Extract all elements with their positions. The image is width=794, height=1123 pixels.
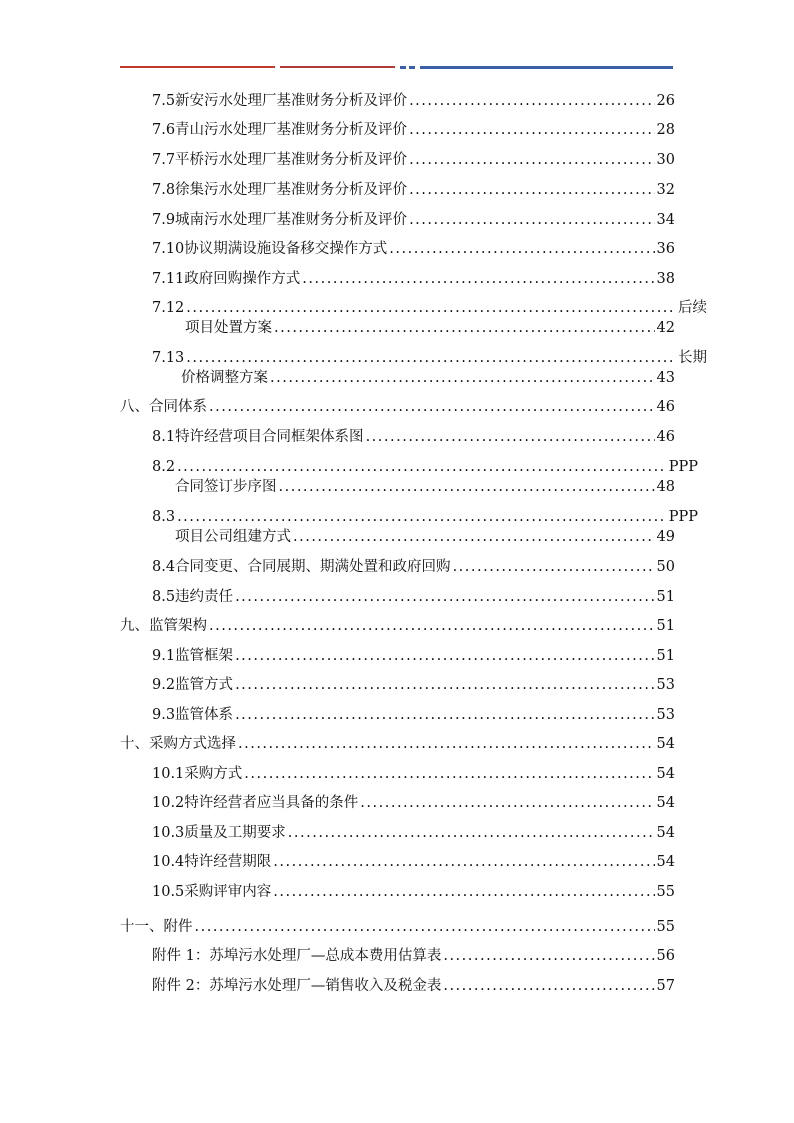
- toc-entry-title: 八、合同体系: [120, 399, 207, 415]
- toc-entry-page: 30: [656, 152, 675, 168]
- toc-entry[interactable]: [152, 458, 698, 476]
- toc-entry-title: 7.13: [152, 350, 185, 366]
- toc-entry-title: 7.6青山污水处理厂基准财务分析及评价: [152, 122, 408, 138]
- toc-entry[interactable]: [152, 121, 675, 139]
- toc-entry-title: 合同签订步序图: [175, 479, 277, 495]
- toc-leader-dots: [453, 558, 655, 576]
- toc-entry-page: 54: [656, 825, 675, 841]
- toc-entry-title: 7.8徐集污水处理厂基准财务分析及评价: [152, 182, 408, 198]
- toc-entry-page: 53: [656, 707, 675, 723]
- toc-entry[interactable]: [152, 240, 675, 258]
- toc-entry-title: 9.1监管框架: [152, 648, 234, 664]
- toc-entry-page: 长期: [678, 350, 707, 366]
- toc-leader-dots: [270, 369, 655, 387]
- toc-leader-dots: [186, 349, 676, 367]
- toc-leader-dots: [244, 765, 654, 783]
- toc-entry-title: 价格调整方案: [181, 370, 268, 386]
- toc-entry-title: 项目公司组建方式: [175, 529, 291, 545]
- toc-entry-page: 51: [656, 648, 675, 664]
- toc-leader-dots: [209, 398, 655, 416]
- toc-entry-page: PPP: [668, 509, 698, 525]
- toc-leader-dots: [235, 647, 654, 665]
- toc-leader-dots: [235, 676, 654, 694]
- toc-entry-title: 10.5采购评审内容: [152, 884, 272, 900]
- toc-entry[interactable]: [152, 706, 675, 724]
- toc-entry-title: 10.3质量及工期要求: [152, 825, 286, 841]
- toc-entry-page: PPP: [668, 459, 698, 475]
- toc-entry-page: 50: [656, 559, 675, 575]
- toc-leader-dots: [360, 794, 654, 812]
- toc-leader-dots: [409, 211, 654, 229]
- toc-leader-dots: [409, 151, 654, 169]
- toc-entry[interactable]: [152, 558, 675, 576]
- toc-entry-page: 48: [656, 479, 675, 495]
- toc-entry[interactable]: [175, 478, 675, 496]
- toc-leader-dots: [273, 883, 654, 901]
- toc-entry[interactable]: [152, 853, 675, 871]
- toc-entry[interactable]: [152, 794, 675, 812]
- toc-entry-title: 九、监管架构: [120, 618, 207, 634]
- toc-leader-dots: [409, 121, 654, 139]
- toc-entry-title: 7.7平桥污水处理厂基准财务分析及评价: [152, 152, 408, 168]
- toc-entry-title: 8.2: [152, 459, 176, 475]
- toc-leader-dots: [443, 977, 654, 995]
- toc-entry-page: 55: [656, 884, 675, 900]
- toc-entry-page: 46: [656, 399, 675, 415]
- toc-entry-page: 51: [656, 618, 675, 634]
- toc-entry-title: 7.11政府回购操作方式: [152, 271, 301, 287]
- toc-entry-page: 32: [656, 182, 675, 198]
- toc-entry-page: 36: [656, 241, 675, 257]
- toc-entry[interactable]: [152, 676, 675, 694]
- toc-entry[interactable]: [120, 398, 675, 416]
- toc-entry-page: 57: [656, 978, 675, 994]
- toc-leader-dots: [293, 528, 655, 546]
- toc-entry[interactable]: [152, 947, 675, 965]
- toc-leader-dots: [366, 428, 655, 446]
- toc-entry[interactable]: [152, 765, 675, 783]
- toc-entry-page: 46: [656, 429, 675, 445]
- toc-entry[interactable]: [152, 508, 698, 526]
- toc-leader-dots: [238, 735, 655, 753]
- toc-entry-page: 后续: [678, 300, 707, 316]
- toc-entry-title: 9.3监管体系: [152, 707, 234, 723]
- toc-entry-page: 54: [656, 736, 675, 752]
- toc-entry[interactable]: [185, 319, 675, 337]
- toc-leader-dots: [273, 853, 654, 871]
- toc-entry-title: 7.12: [152, 300, 185, 316]
- toc-entry-title: 8.4合同变更、合同展期、期满处置和政府回购: [152, 559, 451, 575]
- toc-entry-page: 55: [656, 919, 675, 935]
- toc-entry-page: 53: [656, 677, 675, 693]
- toc-entry-page: 54: [656, 766, 675, 782]
- toc-leader-dots: [302, 270, 654, 288]
- toc-entry-title: 项目处置方案: [185, 320, 272, 336]
- toc-entry[interactable]: [152, 270, 675, 288]
- toc-leader-dots: [389, 240, 654, 258]
- toc-entry-title: 7.10协议期满设施设备移交操作方式: [152, 241, 388, 257]
- toc-leader-dots: [443, 947, 654, 965]
- toc-entry[interactable]: [152, 92, 675, 110]
- toc-entry-title: 附件 2：苏埠污水处理厂—销售收入及税金表: [152, 978, 442, 994]
- toc-entry-page: 54: [656, 854, 675, 870]
- toc-entry-page: 51: [656, 589, 675, 605]
- toc-entry[interactable]: [175, 528, 675, 546]
- toc-entry[interactable]: [152, 349, 707, 367]
- toc-leader-dots: [279, 478, 655, 496]
- toc-entry-page: 49: [656, 529, 675, 545]
- toc-leader-dots: [177, 458, 667, 476]
- toc-leader-dots: [177, 508, 667, 526]
- toc-entry-page: 38: [656, 271, 675, 287]
- toc-entry[interactable]: [152, 211, 675, 229]
- toc-entry-page: 28: [656, 122, 675, 138]
- toc-entry[interactable]: [152, 824, 675, 842]
- toc-entry[interactable]: [152, 151, 675, 169]
- toc-entry-title: 8.1特许经营项目合同框架体系图: [152, 429, 364, 445]
- toc-entry-title: 8.5违约责任: [152, 589, 234, 605]
- toc-leader-dots: [209, 617, 655, 635]
- toc-entry-page: 42: [656, 320, 675, 336]
- toc-entry-page: 54: [656, 795, 675, 811]
- toc-entry-page: 34: [656, 212, 675, 228]
- toc-entry-title: 7.9城南污水处理厂基准财务分析及评价: [152, 212, 408, 228]
- toc-leader-dots: [186, 299, 676, 317]
- toc-leader-dots: [195, 918, 655, 936]
- toc-entry-title: 8.3: [152, 509, 176, 525]
- toc-leader-dots: [235, 706, 654, 724]
- toc-leader-dots: [235, 588, 654, 606]
- toc-entry-title: 附件 1：苏埠污水处理厂—总成本费用估算表: [152, 948, 442, 964]
- toc-entry[interactable]: [181, 369, 675, 387]
- toc-entry[interactable]: [152, 428, 675, 446]
- toc-entry-title: 10.4特许经营期限: [152, 854, 272, 870]
- toc-entry-title: 9.2监管方式: [152, 677, 234, 693]
- toc-entry[interactable]: [120, 918, 675, 936]
- toc-entry[interactable]: [152, 181, 675, 199]
- toc-leader-dots: [274, 319, 655, 337]
- toc-entry-page: 26: [656, 93, 675, 109]
- toc-entry[interactable]: [120, 735, 675, 753]
- toc-entry-title: 10.1采购方式: [152, 766, 243, 782]
- toc-entry-page: 56: [656, 948, 675, 964]
- toc-entry-page: 43: [656, 370, 675, 386]
- toc-entry-title: 10.2特许经营者应当具备的条件: [152, 795, 359, 811]
- toc-leader-dots: [409, 181, 654, 199]
- toc-entry[interactable]: [152, 588, 675, 606]
- toc-leader-dots: [288, 824, 655, 842]
- toc-entry[interactable]: [152, 883, 675, 901]
- toc-entry[interactable]: [120, 617, 675, 635]
- toc-entry-title: 十一、附件: [120, 919, 193, 935]
- toc-leader-dots: [409, 92, 654, 110]
- toc-entry[interactable]: [152, 647, 675, 665]
- toc-entry-title: 7.5新安污水处理厂基准财务分析及评价: [152, 93, 408, 109]
- toc-entry[interactable]: [152, 299, 707, 317]
- toc-entry[interactable]: [152, 977, 675, 995]
- toc-entry-title: 十、采购方式选择: [120, 736, 236, 752]
